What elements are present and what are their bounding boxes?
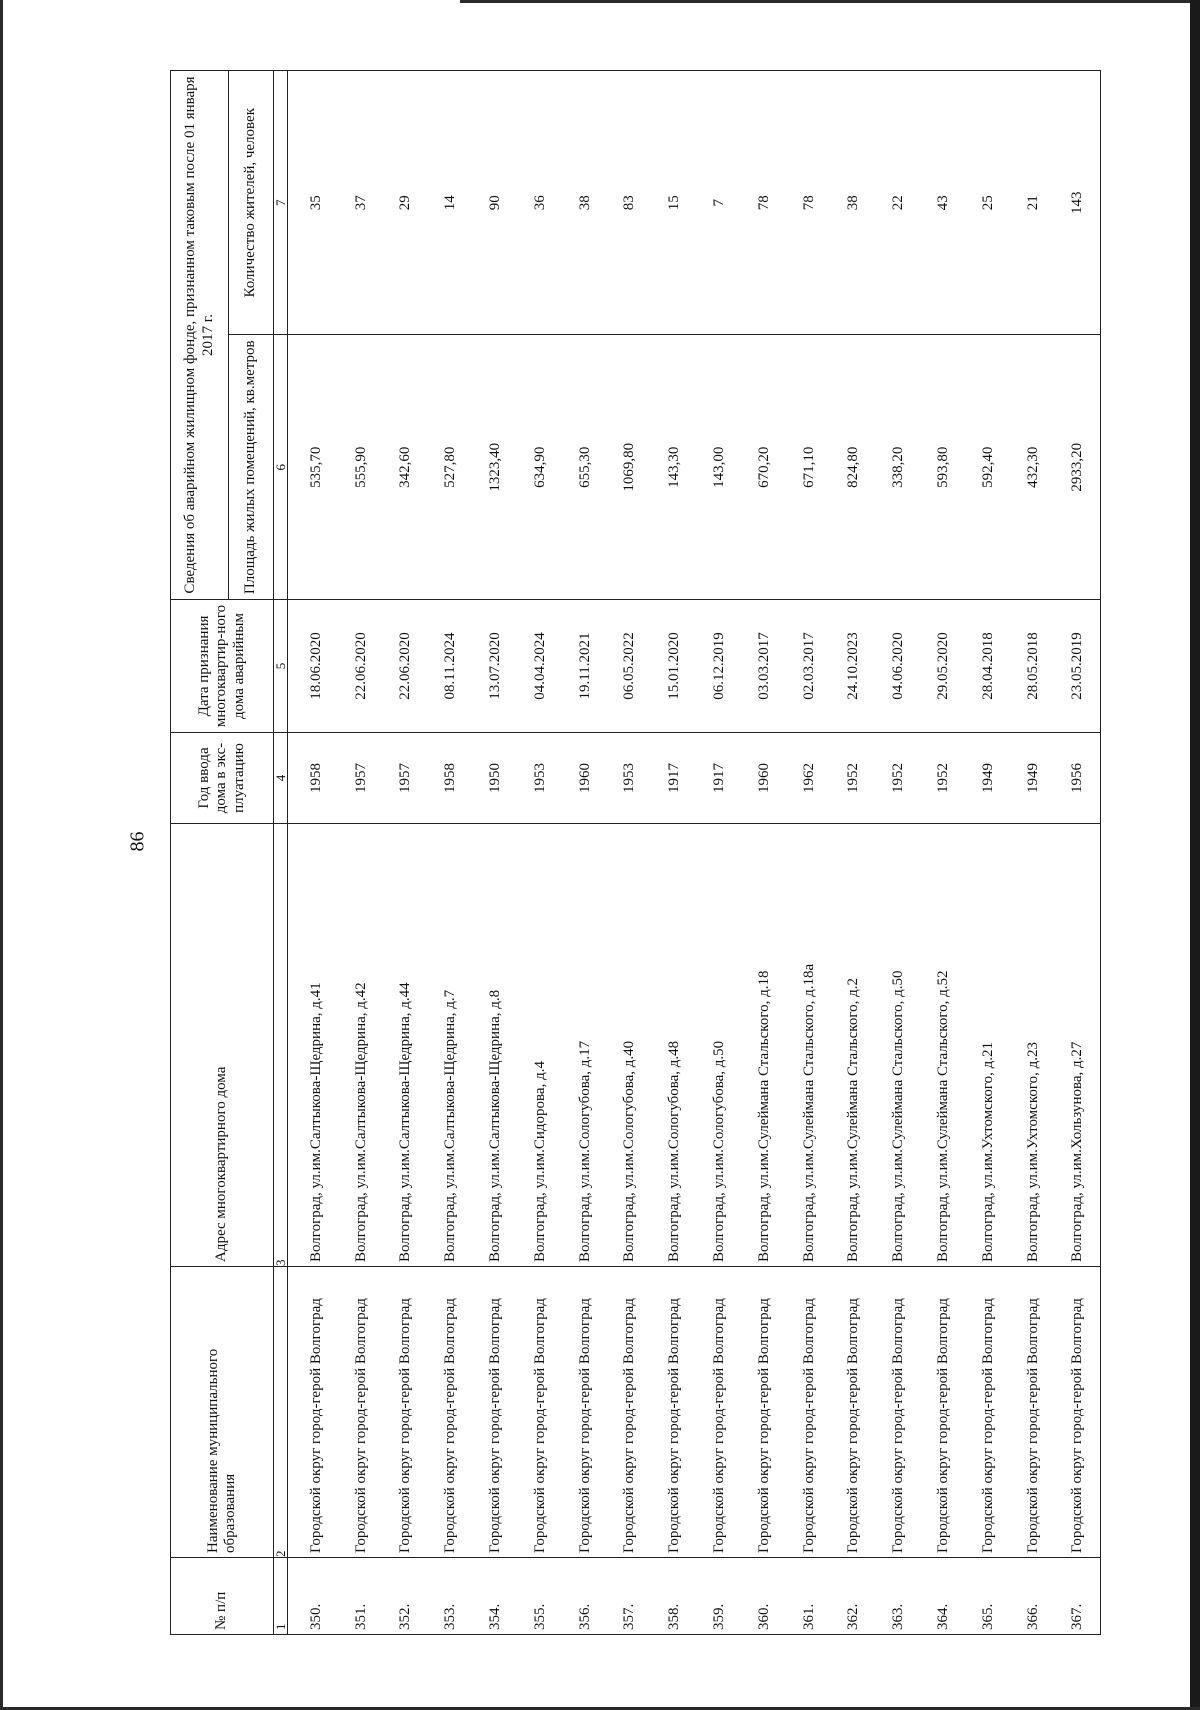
row-emergency-date: 28.05.2018 xyxy=(1011,600,1056,733)
row-municipality: Городской округ город-герой Волгоград xyxy=(384,1267,429,1558)
row-year: 1957 xyxy=(384,733,429,824)
row-address: Волгоград, ул.им.Сулеймана Стальского, д.52 xyxy=(921,824,966,1267)
table-row xyxy=(787,71,832,1635)
header-area: Площадь жилых помещений, кв.метров xyxy=(229,335,274,600)
row-number: 350. xyxy=(294,1558,339,1635)
row-area: 342,60 xyxy=(384,335,429,600)
row-area: 1069,80 xyxy=(608,335,653,600)
row-area: 2933,20 xyxy=(1056,335,1101,600)
table-row xyxy=(966,71,1011,1635)
row-address: Волгоград, ул.им.Салтыкова-Щедрина, д.44 xyxy=(384,824,429,1267)
header-number: № п/п xyxy=(171,1558,274,1635)
row-emergency-date: 13.07.2020 xyxy=(473,600,518,733)
table-row xyxy=(384,71,429,1635)
row-emergency-date: 22.06.2020 xyxy=(384,600,429,733)
row-number: 353. xyxy=(428,1558,473,1635)
header-residents: Количество жителей, человек xyxy=(229,71,274,336)
row-municipality: Городской округ город-герой Волгоград xyxy=(473,1267,518,1558)
row-area: 555,90 xyxy=(339,335,384,600)
header-emergency-date: Дата признания многоквартир-ного дома аварийным xyxy=(171,600,274,733)
row-emergency-date: 03.03.2017 xyxy=(742,600,787,733)
row-municipality: Городской округ город-герой Волгоград xyxy=(966,1267,1011,1558)
row-emergency-date: 23.05.2019 xyxy=(1056,600,1101,733)
row-municipality: Городской округ город-герой Волгоград xyxy=(921,1267,966,1558)
row-residents: 43 xyxy=(921,71,966,336)
row-residents: 15 xyxy=(652,71,697,336)
row-emergency-date: 22.06.2020 xyxy=(339,600,384,733)
row-address: Волгоград, ул.им.Сулеймана Стальского, д.18 xyxy=(742,824,787,1267)
row-residents: 83 xyxy=(608,71,653,336)
column-number: 1 xyxy=(274,1558,288,1635)
row-residents: 143 xyxy=(1056,71,1101,336)
row-area: 655,30 xyxy=(563,335,608,600)
row-municipality: Городской округ город-герой Волгоград xyxy=(1056,1267,1101,1558)
row-residents: 29 xyxy=(384,71,429,336)
row-number: 362. xyxy=(832,1558,877,1635)
row-residents: 37 xyxy=(339,71,384,336)
table-header xyxy=(171,71,288,1635)
row-area: 527,80 xyxy=(428,335,473,600)
row-municipality: Городской округ город-герой Волгоград xyxy=(787,1267,832,1558)
row-residents: 14 xyxy=(428,71,473,336)
row-residents: 38 xyxy=(563,71,608,336)
row-residents: 21 xyxy=(1011,71,1056,336)
row-address: Волгоград, ул.им.Салтыкова-Щедрина, д.41 xyxy=(294,824,339,1267)
table-row xyxy=(608,71,653,1635)
row-municipality: Городской округ город-герой Волгоград xyxy=(563,1267,608,1558)
header-address: Адрес многоквартирного дома xyxy=(171,824,274,1267)
row-residents: 25 xyxy=(966,71,1011,336)
table-row xyxy=(1011,71,1056,1635)
row-residents: 38 xyxy=(832,71,877,336)
row-year: 1957 xyxy=(339,733,384,824)
column-number: 5 xyxy=(274,600,288,733)
row-address: Волгоград, ул.им.Сулеймана Стальского, д.50 xyxy=(876,824,921,1267)
row-municipality: Городской округ город-герой Волгоград xyxy=(876,1267,921,1558)
row-year: 1958 xyxy=(294,733,339,824)
row-residents: 78 xyxy=(787,71,832,336)
table-row xyxy=(832,71,877,1635)
row-municipality: Городской округ город-герой Волгоград xyxy=(518,1267,563,1558)
row-area: 671,10 xyxy=(787,335,832,600)
row-emergency-date: 04.04.2024 xyxy=(518,600,563,733)
row-address: Волгоград, ул.им.Сулеймана Стальского, д.2 xyxy=(832,824,877,1267)
table-row xyxy=(1056,71,1101,1635)
table-row xyxy=(697,71,742,1635)
table-row xyxy=(518,71,563,1635)
row-year: 1952 xyxy=(921,733,966,824)
page-number: 86 xyxy=(126,831,149,852)
row-year: 1962 xyxy=(787,733,832,824)
table-row xyxy=(428,71,473,1635)
row-address: Волгоград, ул.им.Ухтомского, д.23 xyxy=(1011,824,1056,1267)
table-row xyxy=(876,71,921,1635)
row-residents: 36 xyxy=(518,71,563,336)
row-emergency-date: 19.11.2021 xyxy=(563,600,608,733)
row-residents: 22 xyxy=(876,71,921,336)
row-area: 634,90 xyxy=(518,335,563,600)
row-emergency-date: 06.05.2022 xyxy=(608,600,653,733)
row-municipality: Городской округ город-герой Волгоград xyxy=(1011,1267,1056,1558)
row-area: 824,80 xyxy=(832,335,877,600)
column-number: 3 xyxy=(274,824,288,1267)
column-number: 7 xyxy=(274,71,288,336)
row-year: 1960 xyxy=(563,733,608,824)
row-municipality: Городской округ город-герой Волгоград xyxy=(428,1267,473,1558)
row-address: Волгоград, ул.им.Ухтомского, д.21 xyxy=(966,824,1011,1267)
column-number: 6 xyxy=(274,335,288,600)
row-number: 367. xyxy=(1056,1558,1101,1635)
table-row xyxy=(473,71,518,1635)
header-municipality: Наименование муниципального образования xyxy=(171,1267,274,1558)
row-emergency-date: 24.10.2023 xyxy=(832,600,877,733)
row-number: 351. xyxy=(339,1558,384,1635)
table-row xyxy=(563,71,608,1635)
row-emergency-date: 15.01.2020 xyxy=(652,600,697,733)
row-area: 535,70 xyxy=(294,335,339,600)
table-row xyxy=(652,71,697,1635)
row-number: 360. xyxy=(742,1558,787,1635)
table-row xyxy=(921,71,966,1635)
table-row xyxy=(742,71,787,1635)
row-year: 1952 xyxy=(876,733,921,824)
row-area: 592,40 xyxy=(966,335,1011,600)
row-emergency-date: 18.06.2020 xyxy=(294,600,339,733)
row-number: 357. xyxy=(608,1558,653,1635)
row-address: Волгоград, ул.им.Сидорова, д.4 xyxy=(518,824,563,1267)
table-row xyxy=(294,71,339,1635)
row-emergency-date: 04.06.2020 xyxy=(876,600,921,733)
row-area: 338,20 xyxy=(876,335,921,600)
scan-edge-top xyxy=(460,0,1200,3)
header-year: Год ввода дома в экс-плуатацию xyxy=(171,733,274,824)
column-number: 4 xyxy=(274,733,288,824)
row-municipality: Городской округ город-герой Волгоград xyxy=(294,1267,339,1558)
row-year: 1956 xyxy=(1056,733,1101,824)
row-number: 364. xyxy=(921,1558,966,1635)
scan-edge-left xyxy=(0,0,3,1710)
row-address: Волгоград, ул.им.Салтыкова-Щедрина, д.42 xyxy=(339,824,384,1267)
row-area: 593,80 xyxy=(921,335,966,600)
row-address: Волгоград, ул.им.Салтыкова-Щедрина, д.7 xyxy=(428,824,473,1267)
header-housing-info-group: Сведения об аварийном жилищном фонде, признанном таковым после 01 января 2017 г. xyxy=(171,71,229,600)
row-year: 1953 xyxy=(608,733,653,824)
row-number: 365. xyxy=(966,1558,1011,1635)
row-number: 354. xyxy=(473,1558,518,1635)
row-number: 361. xyxy=(787,1558,832,1635)
rotated-table-wrapper xyxy=(170,70,1086,1635)
row-residents: 90 xyxy=(473,71,518,336)
row-emergency-date: 08.11.2024 xyxy=(428,600,473,733)
column-number: 2 xyxy=(274,1267,288,1558)
row-residents: 7 xyxy=(697,71,742,336)
row-municipality: Городской округ город-герой Волгоград xyxy=(742,1267,787,1558)
row-year: 1917 xyxy=(652,733,697,824)
row-year: 1952 xyxy=(832,733,877,824)
row-number: 366. xyxy=(1011,1558,1056,1635)
row-number: 358. xyxy=(652,1558,697,1635)
row-number: 355. xyxy=(518,1558,563,1635)
row-area: 143,30 xyxy=(652,335,697,600)
row-address: Волгоград, ул.им.Сологубова, д.40 xyxy=(608,824,653,1267)
row-year: 1953 xyxy=(518,733,563,824)
row-address: Волгоград, ул.им.Сологубова, д.17 xyxy=(563,824,608,1267)
row-number: 363. xyxy=(876,1558,921,1635)
row-address: Волгоград, ул.им.Хользунова, д.27 xyxy=(1056,824,1101,1267)
row-area: 143,00 xyxy=(697,335,742,600)
row-emergency-date: 06.12.2019 xyxy=(697,600,742,733)
row-address: Волгоград, ул.им.Сулеймана Стальского, д.18а xyxy=(787,824,832,1267)
row-year: 1950 xyxy=(473,733,518,824)
table-body xyxy=(288,71,1101,1635)
row-number: 356. xyxy=(563,1558,608,1635)
row-emergency-date: 29.05.2020 xyxy=(921,600,966,733)
emergency-housing-table xyxy=(170,70,1101,1635)
row-residents: 35 xyxy=(294,71,339,336)
row-year: 1958 xyxy=(428,733,473,824)
row-municipality: Городской округ город-герой Волгоград xyxy=(697,1267,742,1558)
row-municipality: Городской округ город-герой Волгоград xyxy=(608,1267,653,1558)
row-year: 1917 xyxy=(697,733,742,824)
row-year: 1949 xyxy=(966,733,1011,824)
row-year: 1949 xyxy=(1011,733,1056,824)
row-address: Волгоград, ул.им.Сологубова, д.50 xyxy=(697,824,742,1267)
scan-edge-right xyxy=(1190,0,1200,1710)
row-year: 1960 xyxy=(742,733,787,824)
row-address: Волгоград, ул.им.Сологубова, д.48 xyxy=(652,824,697,1267)
row-number: 359. xyxy=(697,1558,742,1635)
table-row xyxy=(339,71,384,1635)
row-emergency-date: 02.03.2017 xyxy=(787,600,832,733)
row-municipality: Городской округ город-герой Волгоград xyxy=(339,1267,384,1558)
row-residents: 78 xyxy=(742,71,787,336)
row-address: Волгоград, ул.им.Салтыкова-Щедрина, д.8 xyxy=(473,824,518,1267)
row-area: 432,30 xyxy=(1011,335,1056,600)
row-municipality: Городской округ город-герой Волгоград xyxy=(832,1267,877,1558)
row-municipality: Городской округ город-герой Волгоград xyxy=(652,1267,697,1558)
row-area: 670,20 xyxy=(742,335,787,600)
row-emergency-date: 28.04.2018 xyxy=(966,600,1011,733)
row-number: 352. xyxy=(384,1558,429,1635)
column-numbers-row xyxy=(274,71,288,1635)
row-area: 1323,40 xyxy=(473,335,518,600)
